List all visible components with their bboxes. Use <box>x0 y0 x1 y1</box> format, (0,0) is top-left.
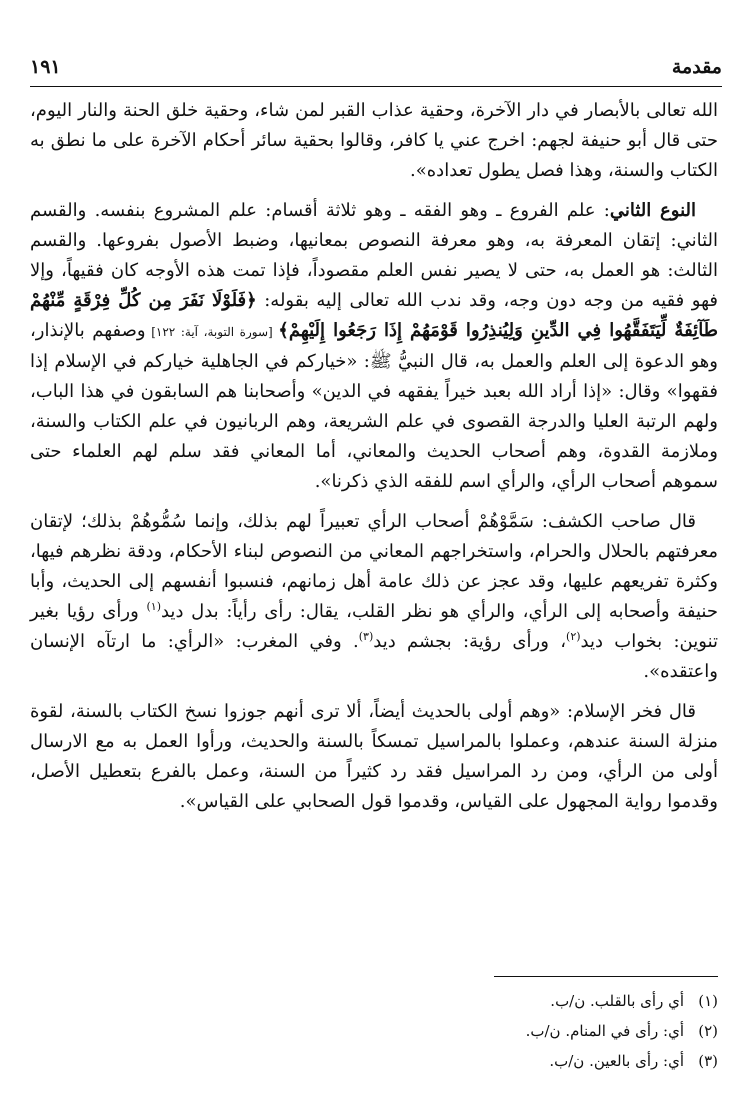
page-body <box>30 96 718 827</box>
paragraph-1 <box>30 96 718 186</box>
paragraph-text: قال فخر الإسلام: «وهم أولى بالحديث أيضاً، ألا ترى أنهم جوزوا نسخ الكتاب بالسنة، لقوة منزلة السنة عندهم، وعملوا بالمراسيل تمسكاً بالسنة والحديث، ورأوا العمل به مع الارسال أولى من الرأي، ومن رد المراسيل فقد رد كثيراً من السنة، وعمل بالفرع بتعطيل الأصل، وقدموا رواية المجهول على القياس، وقدموا قول الصحابي على القياس». <box>30 701 718 812</box>
paragraph-text: قال صاحب الكشف: سَمَّوْهُمْ أصحاب الرأي تعبيراً لهم بذلك، وإنما سُمُّوهُمْ بذلك؛ لإتقان معرفتهم بالحلال والحرام، واستخراجهم المعاني من النصوص لبناء الأحكام، ودقة نظرهم فيها، وكثرة تفريعهم عليها، وقد عجز عن ذلك عامة أهل زمانهم، فنسبوا أنفسهم إلى الحديث، وأبا حنيفة وأصحابه إلى الرأي، والرأي هو نظر القلب، يقال: رأى رأياً: بدل ديد <box>30 511 718 622</box>
footnote-text: أي: رأى بالعين. ن/ب. <box>549 1052 684 1070</box>
footnote-ref-3[interactable]: (٣) <box>358 630 374 643</box>
paragraph-3 <box>30 507 718 687</box>
footnote-ref-1[interactable]: (١) <box>146 600 161 613</box>
footnote-text: أي رأى بالقلب. ن/ب. <box>550 992 684 1010</box>
paragraph-text: ورأى رؤيا بغير تنوين: بخواب ديد <box>30 601 719 652</box>
footnote-item <box>300 986 718 1016</box>
footnote-item <box>300 1016 718 1046</box>
chapter-title: مقدمة <box>671 56 722 78</box>
footnote-number: (٣) <box>698 1052 718 1070</box>
verse-citation: [سورة التوبة، آية: ١٢٢] <box>145 325 279 339</box>
footnote-number: (١) <box>698 992 718 1010</box>
paragraph-text: وصفهم بالإنذار، وهو الدعوة إلى العلم والعمل به، قال النبيُّ ﷺ: «خياركم في الجاهلية خياركم في الإسلام إذا فقهوا» وقال: «إذا أراد الله بعبد خيراً يفقهه في الدين» وأصحابنا هم السابقون في هذا الباب، ولهم الرتبة العليا والدرجة القصوى في علم الشريعة، وهم الربانيون في علم الكتاب والسنة، وملازمة القدوة، وهم أصحاب الحديث والمعاني، أما المعاني فقد سلم لهم العلماء حتى سموهم أصحاب الرأي، والرأي اسم للفقه الذي ذكرنا». <box>30 320 718 492</box>
page-header <box>30 50 722 84</box>
footnotes <box>300 986 718 1076</box>
paragraph-text: الله تعالى بالأبصار في دار الآخرة، وحقية عذاب القبر لمن شاء، وحقية خلق الحنة والنار اليوم، حتى قال أبو حنيفة لجهم: اخرج عني يا كافر، وقالوا بحقية سائر أحكام الآخرة على ما نطق به الكتاب والسنة، وهذا فصل يطول تعداده». <box>30 100 718 181</box>
paragraph-text: ، ورأى رؤية: بجشم ديد <box>373 631 567 652</box>
paragraph-4 <box>30 697 718 817</box>
header-rule <box>30 86 722 87</box>
section-lead: النوع الثاني <box>609 200 697 221</box>
footnote-number: (٢) <box>698 1022 718 1040</box>
paragraph-2 <box>30 196 718 497</box>
paragraph-text: : علم الفروع ـ وهو الفقه ـ وهو ثلاثة أقسام: علم المشروع بنفسه. والقسم الثاني: إتقان المعرفة به، وهو معرفة النصوص بمعانيها، وضبط الأصول بفروعها. والقسم الثالث: هو العمل به، حتى لا يصير نفس العلم مقصوداً، فإذا تمت هذه الأوجه كان فقيهاً، وإلا فهو فقيه من وجه دون وجه، وقد ندب الله تعالى إليه بقوله: <box>30 200 718 311</box>
footnote-item <box>300 1046 718 1076</box>
footnote-ref-2[interactable]: (٢) <box>566 630 581 643</box>
paragraph-text: . وفي المغرب: «الرأي: ما ارتآه الإنسان واعتقده». <box>30 631 718 682</box>
footnote-rule <box>494 976 718 977</box>
quran-verse: ﴿فَلَوْلَا نَفَرَ مِن كُلِّ فِرْقَةٍ مِّنْهُمْ طَآئِفَةٌ لِّيَتَفَقَّهُوا فِي الدِّينِ وَلِيُنذِرُوا قَوْمَهُمْ إِذَا رَجَعُوا إِلَيْهِمْ﴾ <box>30 290 719 341</box>
footnote-text: أي: رأى في المنام. ن/ب. <box>525 1022 684 1040</box>
page-number: ١٩١ <box>30 56 61 78</box>
